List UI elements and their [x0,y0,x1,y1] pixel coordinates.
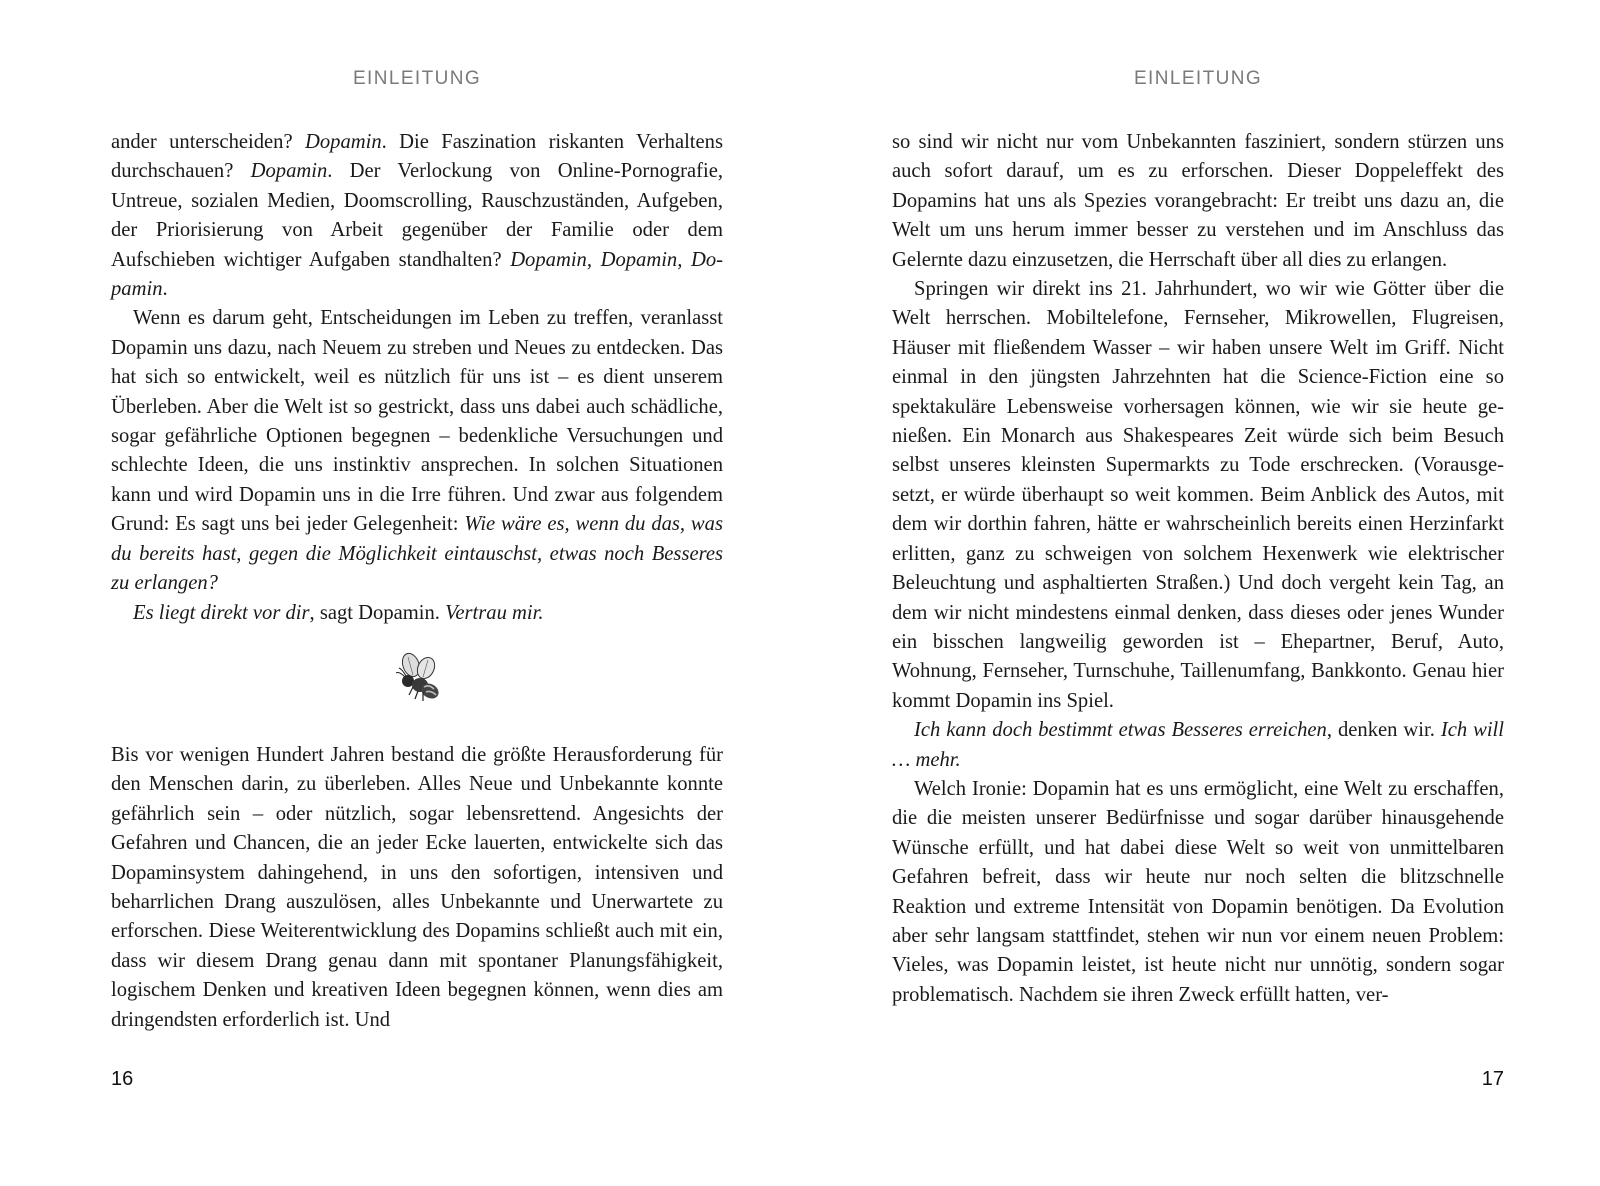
paragraph [892,128,1504,275]
text-run: Bis vor wenigen Hundert Jahren bestand die größte Herausforderung für den Menschen darin, zu überleben. Alles Neue und Unbekannte konnte gefährlich sein – oder nützlich, sogar lebensrettend. Angesichts der Gefahren und Chancen, die an jeder Ecke lauerten, entwickelte sich das Dopaminsystem dahingehend, in uns den sofortigen, intensiven und beharrlichen Drang auszulösen, alles Unbekannte und Unerwartete zu erforschen. Diese Weiterentwicklung des Dopamins schließt auch mit ein, dass wir diesem Drang genau dann mit spontaner Planungsfähigkeit, logischem Denken und kreativen Ideen begegnen können, wenn dies am dringendsten erforderlich ist. Und [111,744,723,1031]
page-number: 17 [1481,1068,1504,1090]
italic-run: Ich will … mehr. [892,719,1505,771]
text-run: , sagt Dopamin. [309,601,446,624]
paragraph [892,716,1504,775]
paragraph [111,741,723,1035]
italic-run: Dopamin [250,160,328,183]
body-text [111,741,723,1035]
italic-run: Vertrau mir. [445,601,544,624]
italic-run: Dopamin, Dopamin, Dopamin [111,248,723,301]
italic-run: Wie wäre es, wenn du das, was du bereits hast, gegen die Möglichkeit eintauschst, etwas noch Besseres zu erlangen? [111,513,723,595]
text-run: ander unterscheiden? [111,131,305,153]
text-run: Springen wir direkt ins 21. Jahrhundert, wo wir wie Götter über die Welt herrschen. Mobiltelefone, Fernseher, Mikrowellen, Flugreisen, Häuser mit fließendem Wasser – wir haben unsere Welt im Griff. Nicht einmal in den jüngsten Jahrzehnten hat die Science-Fiction eine so spektakuläre Lebensweise vorhersagen können, wie wir sie heute genießen. Ein Monarch aus Shakespeares Zeit würde sich beim Besuch selbst unseres kleinsten Supermarkts zu Tode erschrecken. (Vorausgesetzt, er würde überhaupt so weit kommen. Beim Anblick des Autos, mit dem wir dorthin fahren, hätte er wahrscheinlich bereits einen Herzinfarkt erlitten, ganz zu schweigen von solchem Hexenwerk wie elektrischer Beleuchtung und asphaltierten Straßen.) Und doch vergeht kein Tag, an dem wir nicht mindestens einmal denken, dass dieses oder jenes Wunder ein bisschen langweilig geworden ist – Ehepartner, Beruf, Auto, Wohnung, Fernseher, Turnschuhe, Taillenumfang, Bankkonto. Genau hier kommt Dopamin ins Spiel. [892,278,1504,712]
italic-run: Es liegt direkt vor dir [133,601,310,624]
right-page [892,0,1504,1186]
paragraph [892,775,1504,1010]
italic-run: Dopamin [304,131,382,153]
paragraph [111,599,723,628]
text-run: . Der Verlockung von Online-Pornografie, Untreue, sozialen Medien, Doomscrolling, Rauschzuständen, Aufgeben, der Priorisierung von Arbeit gegenüber der Familie oder dem Aufschieben wichtiger Aufgaben standhalten? [111,160,723,271]
text-run: . [162,278,168,301]
text-run: , denken wir. [1326,719,1441,742]
bee-icon [393,651,443,703]
running-head: EINLEITUNG [352,68,482,89]
running-head: EINLEITUNG [1133,68,1263,89]
italic-run: Ich kann doch bestimmt etwas Besseres erreichen [914,719,1327,742]
text-run: . Die Faszination riskanten Verhaltens durchschauen? [111,131,723,183]
paragraph [111,128,723,304]
page-number: 16 [111,1068,134,1090]
text-run: so sind wir nicht nur vom Unbekannten fasziniert, sondern stürzen uns auch sofort darauf, um es zu erforschen. Dieser Doppeleffekt des Dopamins hat uns als Spezies vorangebracht: Er treibt uns dazu an, die Welt um uns herum immer besser zu verstehen und im Anschluss das Gelernte dazu einzusetzen, die Herrschaft über all dies zu erlangen. [892,131,1504,271]
paragraph [892,275,1504,716]
body-text [892,128,1504,1010]
left-page [111,0,723,1186]
paragraph [111,304,723,598]
text-run: Welch Ironie: Dopamin hat es uns ermöglicht, eine Welt zu erschaffen, die die meisten unserer Bedürfnisse und sogar darüber hinausgehende Wünsche erfüllt, und hat dabei diese Welt so weit von unmittelbaren Gefahren befreit, dass wir heute nur noch selten die blitzschnelle Reaktion und extreme Intensität von Dopamin benötigen. Da Evolution aber sehr langsam stattfindet, stehen wir nun vor einem neuen Problem: Vieles, was Dopamin leistet, ist heute nicht nur unnötig, sondern sogar problematisch. Nachdem sie ihren Zweck erfüllt hatten, ver- [892,777,1504,1006]
body-text [111,128,723,628]
text-run: Wenn es darum geht, Entscheidungen im Leben zu treffen, veranlasst Dopamin uns dazu, nach Neuem zu streben und Neues zu entdecken. Das hat sich so entwickelt, weil es nützlich für uns ist – es dient unserem Überleben. Aber die Welt ist so gestrickt, dass uns dabei auch schädliche, sogar gefährliche Optionen begegnen – bedenkliche Versuchungen und schlechte Ideen, die uns instinktiv ansprechen. In solchen Situationen kann und wird Dopamin uns in die Irre führen. Und zwar aus folgendem Grund: Es sagt uns bei jeder Gelegenheit: [111,307,723,536]
